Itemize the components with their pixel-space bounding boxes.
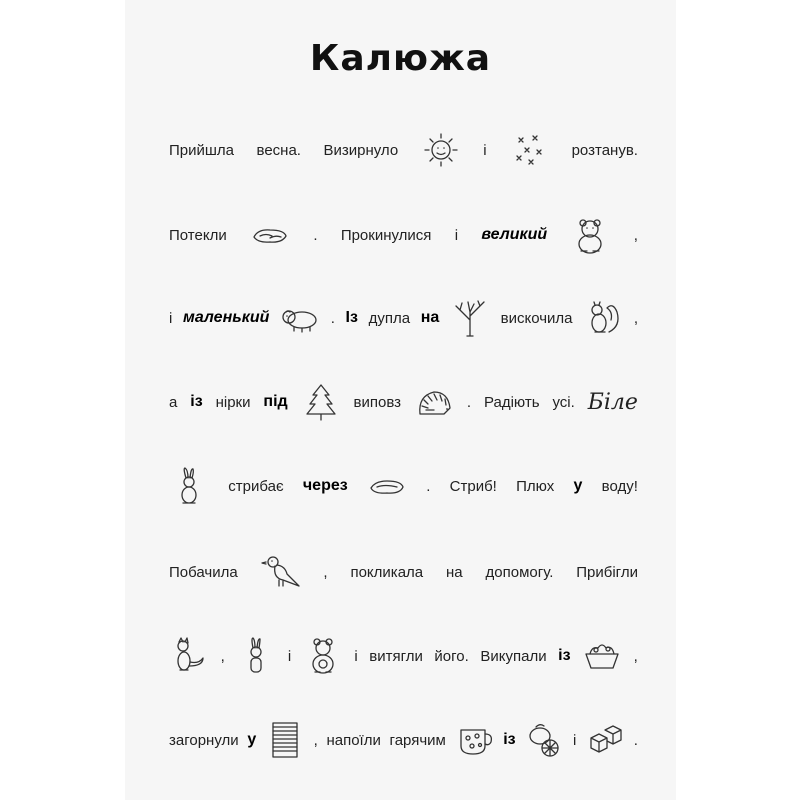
word-bold: через: [302, 477, 348, 494]
word-bold: під: [263, 393, 288, 410]
story-line-3: [169, 298, 638, 338]
bunny-icon: [236, 636, 276, 676]
word-bold: у: [573, 477, 583, 494]
story-line-4: [169, 382, 638, 422]
word: напоїли: [326, 731, 381, 749]
word: і: [454, 226, 459, 244]
word: вискочила: [500, 309, 573, 327]
word: розтанув.: [571, 141, 638, 159]
word-bold: із: [503, 731, 516, 748]
word: а: [169, 393, 178, 411]
sugar-cubes-icon: [585, 720, 625, 760]
word: і: [573, 731, 577, 749]
word-bold: із: [190, 393, 203, 410]
word: нірки: [215, 393, 251, 411]
word: на: [446, 563, 463, 581]
word: ,: [313, 731, 318, 749]
word: .: [313, 226, 318, 244]
word-bold: у: [247, 731, 257, 748]
story-line-7: [169, 636, 638, 676]
word: Визирнуло: [323, 141, 399, 159]
word-bold: великий: [481, 226, 548, 243]
word: ,: [323, 563, 328, 581]
story-line-8: [169, 720, 638, 760]
word: ,: [633, 309, 638, 327]
word: усі.: [552, 393, 575, 411]
puddle-icon: [250, 215, 290, 255]
word: .: [633, 731, 638, 749]
word: загорнули: [169, 731, 239, 749]
word: витягли: [369, 647, 423, 665]
basin-icon: [582, 636, 622, 676]
word: Прокинулися: [340, 226, 432, 244]
word: дупла: [368, 309, 411, 327]
word: виповз: [353, 393, 402, 411]
story-line-6: [169, 552, 638, 592]
story-page: [125, 0, 676, 800]
word: весна.: [256, 141, 301, 159]
page-title: Калюжа: [309, 38, 492, 79]
word: стрибає: [228, 477, 284, 495]
word-bold: маленький: [183, 309, 270, 326]
lemon-icon: [524, 720, 564, 760]
word-bold: із: [558, 647, 571, 664]
word: і: [483, 141, 487, 159]
word: його.: [434, 647, 469, 665]
word: воду!: [601, 477, 638, 495]
squirrel-icon: [583, 298, 623, 338]
word-script: Біле: [587, 389, 638, 415]
snowflakes-icon: [509, 130, 549, 170]
word: Плюх: [516, 477, 555, 495]
sun-icon: [421, 130, 461, 170]
word: .: [426, 477, 431, 495]
word: гарячим: [389, 731, 446, 749]
fir-tree-icon: [301, 382, 341, 422]
word: покликала: [350, 563, 424, 581]
bear-icon: [570, 215, 610, 255]
story-line-1: [169, 130, 638, 170]
towel-icon: [265, 720, 305, 760]
word: ,: [633, 647, 638, 665]
word: допомогу.: [485, 563, 554, 581]
story-line-2: [169, 215, 638, 255]
word: .: [330, 309, 335, 327]
word: і: [169, 309, 173, 327]
word: Прийшла: [169, 141, 235, 159]
word: .: [466, 393, 472, 411]
word: Прибігли: [576, 563, 638, 581]
puddle-icon: [367, 466, 407, 506]
word: Стриб!: [449, 477, 497, 495]
story-line-5: [169, 466, 638, 506]
word: Потекли: [169, 226, 227, 244]
cup-icon: [455, 720, 495, 760]
word: і: [354, 647, 358, 665]
word: Побачила: [169, 563, 238, 581]
bear-cub-icon: [280, 298, 320, 338]
word: Радіють: [483, 393, 540, 411]
word: ,: [220, 647, 225, 665]
fox-icon: [169, 636, 209, 676]
word: ,: [633, 226, 638, 244]
hare-icon: [169, 466, 209, 506]
word-bold: Із: [345, 309, 358, 326]
crow-icon: [261, 552, 301, 592]
cub-icon: [303, 636, 343, 676]
hedgehog-icon: [414, 382, 454, 422]
word: і: [287, 647, 292, 665]
word-bold: на: [420, 309, 440, 326]
tree-icon: [450, 298, 490, 338]
word: Викупали: [480, 647, 547, 665]
